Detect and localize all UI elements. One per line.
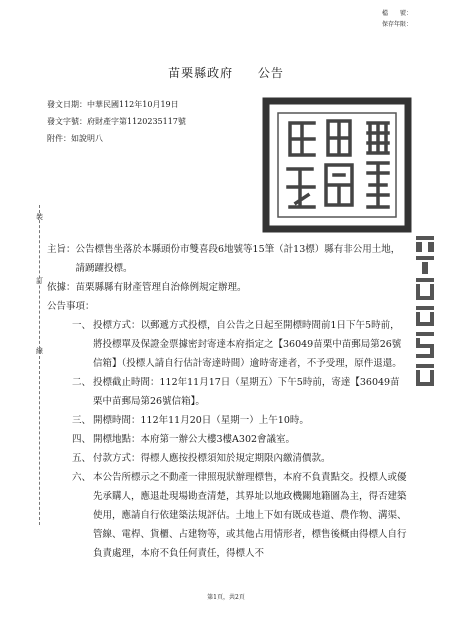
item-number: 三、 bbox=[71, 415, 91, 426]
margin-mark-zhuang: 裝 bbox=[36, 213, 43, 221]
subject-label: 主旨： bbox=[47, 244, 76, 255]
attachment: 附件：如說明八 bbox=[47, 134, 103, 143]
page-footer: 第1頁，共2頁 bbox=[207, 594, 245, 601]
document-title bbox=[0, 64, 452, 81]
item-number: 四、 bbox=[71, 434, 91, 445]
list-item bbox=[47, 373, 407, 411]
meta-file-no: 檔 號： bbox=[381, 10, 412, 17]
item-number: 一、 bbox=[71, 320, 91, 331]
item-number: 六、 bbox=[71, 472, 91, 483]
item-text: 開標時間：112年11月20日（星期一）上午10時。 bbox=[93, 415, 309, 426]
items-header: 公告事項： bbox=[47, 301, 95, 312]
list-item bbox=[47, 316, 407, 373]
item-text: 開標地點：本府第一辦公大樓3樓A302會議室。 bbox=[93, 434, 296, 445]
doc-type: 公告 bbox=[257, 66, 284, 80]
notice-body bbox=[47, 240, 407, 563]
margin-mark-ding: 訂 bbox=[36, 277, 43, 285]
meta-retention: 保存年限： bbox=[381, 21, 412, 28]
margin-mark-xian: 線 bbox=[36, 347, 43, 355]
issue-date: 發文日期：中華民國112年10月19日 bbox=[47, 100, 179, 109]
issue-number: 發文字號：府財產字第1120235117號 bbox=[47, 117, 186, 126]
binding-line bbox=[39, 205, 40, 525]
item-text: 本公告所標示之不動產一律照現狀辦理標售，本府不負責點交。投標人或優先承購人，應退赴現場勘查清楚，其界址以地政機關地籍圖為主，得否建築使用，應請自行依建築法規評估。土地上下如有既成巷道、農作物、溝渠、管線、電桿、貨櫃、占建物等，或其他占用情形者，標售後概由得標人自行負責處理，本府不負任何責任，得標人不 bbox=[93, 472, 407, 559]
basis-label: 依據： bbox=[47, 282, 76, 293]
list-item bbox=[47, 430, 407, 449]
basis bbox=[47, 278, 407, 297]
item-text: 投標方式：以郵遞方式投標，自公告之日起至開標時間前1日下午5時前，將投標單及保證金票據密封寄達本府指定之【36049苗栗中苗郵局第26號信箱】（投標人請自行估計寄達時間）逾時寄達者，不予受理，原件退還。 bbox=[93, 320, 402, 369]
side-document-code bbox=[412, 232, 440, 392]
item-number: 五、 bbox=[71, 453, 91, 464]
list-item bbox=[47, 449, 407, 468]
basis-text: 苗栗縣縣有財產管理自治條例規定辦理。 bbox=[75, 282, 247, 293]
item-text: 付款方式：得標人應按投標須知於規定期限內繳清價款。 bbox=[93, 453, 331, 464]
item-number: 二、 bbox=[71, 377, 91, 388]
subject-text: 公告標售坐落於本縣頭份市雙喜段6地號等15筆（計13標）縣有非公用土地，請踴躍投標。 bbox=[75, 244, 401, 274]
item-text: 投標截止時間：112年11月17日（星期五）下午5時前，寄達【36049苗栗中苗郵局第26號信箱】。 bbox=[93, 377, 400, 407]
list-item bbox=[47, 468, 407, 563]
subject bbox=[47, 240, 407, 278]
list-item bbox=[47, 411, 407, 430]
agency-name: 苗栗縣政府 bbox=[168, 66, 234, 80]
official-seal bbox=[256, 95, 416, 235]
